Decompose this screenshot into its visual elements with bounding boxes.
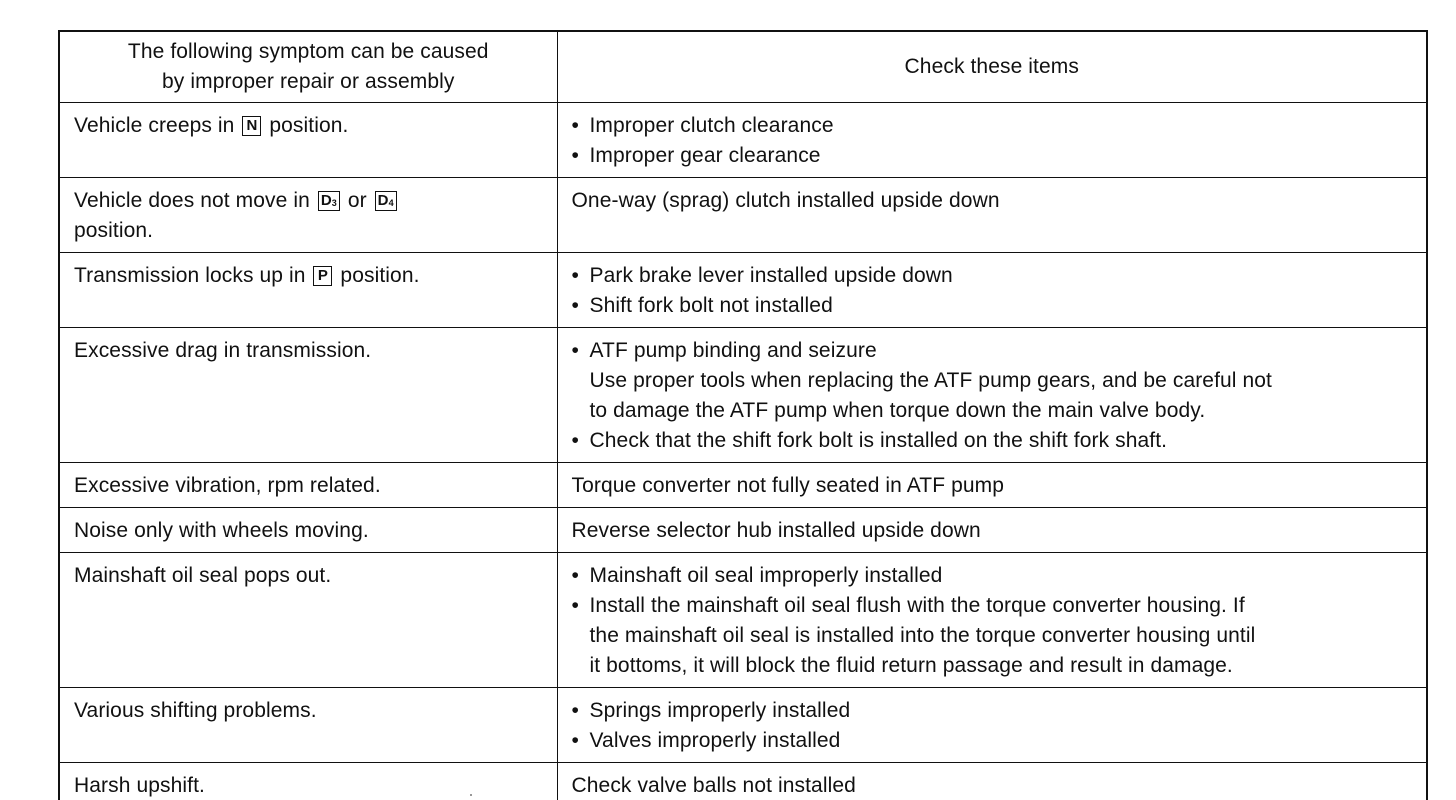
symptom-cell: Harsh upshift. [59, 762, 557, 800]
symptom-column-header: The following symptom can be caused by improper repair or assembly [59, 31, 557, 102]
troubleshooting-sheet [58, 30, 1428, 797]
check-cell [557, 102, 1427, 177]
symptom-cell: Various shifting problems. [59, 687, 557, 762]
check-cell: Check valve balls not installed [557, 762, 1427, 800]
check-column-header: Check these items [557, 31, 1427, 102]
check-cell: Reverse selector hub installed upside down [557, 507, 1427, 552]
table-header-row [59, 31, 1427, 102]
list-item: • Springs improperly installed [571, 698, 851, 722]
list-item: • Shift fork bolt not installed [571, 293, 833, 317]
table-row [59, 102, 1427, 177]
list-item: • Park brake lever installed upside down [571, 263, 953, 287]
check-cell: One-way (sprag) clutch installed upside down [557, 177, 1427, 252]
check-cell [557, 552, 1427, 687]
list-item: • Improper clutch clearance [571, 113, 834, 137]
list-item: • Valves improperly installed [571, 728, 841, 752]
list-item: • Install the mainshaft oil seal flush with the torque converter housing. If the mainshaft oil seal is installed into the torque converter housing until it bottoms, it will block the fluid return passage and result in damage. [571, 593, 1256, 677]
check-cell [557, 687, 1427, 762]
symptom-cell: Excessive drag in transmission. [59, 327, 557, 462]
check-cell: Torque converter not fully seated in ATF pump [557, 462, 1427, 507]
position-d4-icon: $D_4$ [375, 191, 397, 211]
symptom-table [58, 30, 1428, 800]
list-item: • ATF pump binding and seizure Use proper tools when replacing the ATF pump gears, and be careful not to damage the ATF pump when torque down the main valve body. [571, 338, 1272, 422]
table-row [59, 462, 1427, 507]
symptom-cell: Noise only with wheels moving. [59, 507, 557, 552]
symptom-cell: Vehicle creeps in N position. [59, 102, 557, 177]
position-p-icon: P [313, 266, 332, 286]
table-row [59, 507, 1427, 552]
symptom-cell: Mainshaft oil seal pops out. [59, 552, 557, 687]
table-row [59, 252, 1427, 327]
check-cell [557, 252, 1427, 327]
table-row [59, 762, 1427, 800]
position-n-icon: N [242, 116, 261, 136]
symptom-cell: Excessive vibration, rpm related. [59, 462, 557, 507]
table-row [59, 177, 1427, 252]
scan-speck [470, 794, 472, 796]
table-row [59, 687, 1427, 762]
list-item: • Mainshaft oil seal improperly installed [571, 563, 943, 587]
check-cell [557, 327, 1427, 462]
table-row [59, 552, 1427, 687]
list-item: • Check that the shift fork bolt is installed on the shift fork shaft. [571, 428, 1168, 452]
symptom-cell: Transmission locks up in P position. [59, 252, 557, 327]
symptom-cell: Vehicle does not move in $D_3$ or $D_4$ position. [59, 177, 557, 252]
list-item: • Improper gear clearance [571, 143, 821, 167]
table-row [59, 327, 1427, 462]
position-d3-icon: $D_3$ [318, 191, 340, 211]
